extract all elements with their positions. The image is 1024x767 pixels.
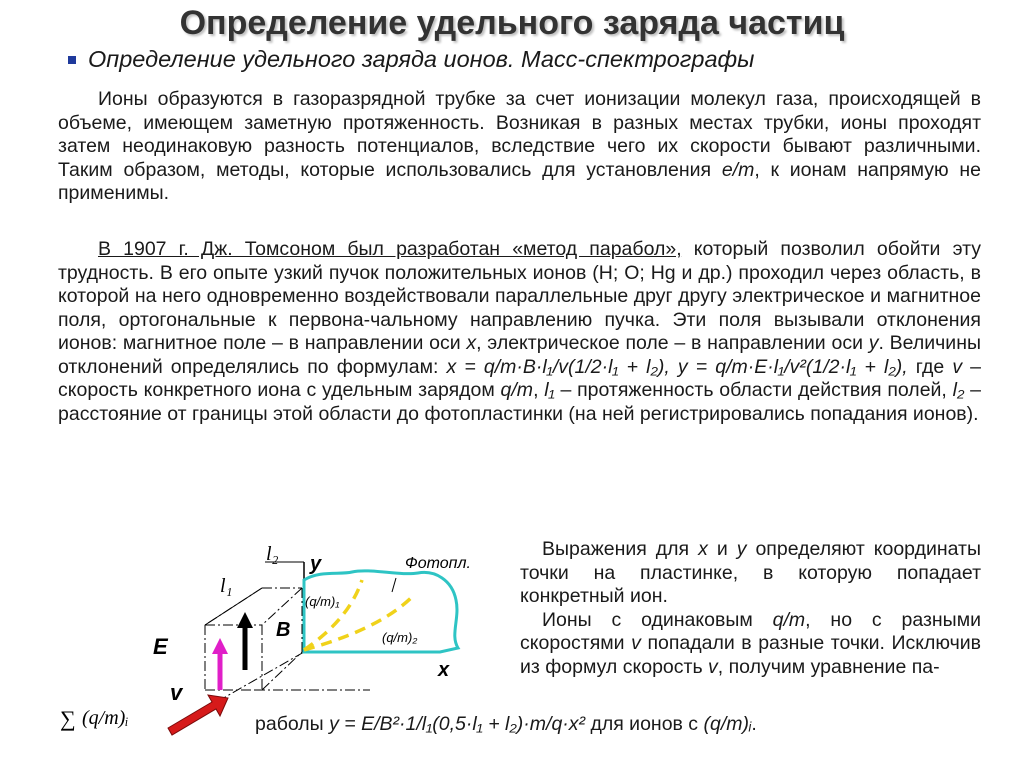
- label-x: x: [438, 659, 450, 681]
- side-paragraph-coordinates: Выражения для x и y определяют координаты точки на пластинке, в которую попадает конкретный ион.: [520, 538, 981, 607]
- photoplate-leader-line: [392, 578, 396, 592]
- label-y: y: [310, 553, 322, 575]
- formula-y: y = q/m·E·l₁/v²(1/2·l₁ + l₂),: [677, 355, 908, 378]
- l1-dimension-line: [205, 588, 262, 625]
- formula-x: x = q/m·B·l₁/v(1/2·l₁ + l₂),: [446, 355, 670, 378]
- slide-subtitle: Определение удельного заряда ионов. Масс-спектрографы: [88, 46, 755, 72]
- paragraph-parabola-method: В 1907 г. Дж. Томсоном был разработан «метод парабол», который позволил обойти эту трудность. В его опыте узкий пучок положительных ионов (Н; О; Hg и др.) проходил через область, в которой на него одновременно воздействовали параллельные друг другу электрическое и магнитное поля, ортогональные к первона-чальному направлению пучка. Эти поля вызывали отклонения ионов: магнитное поле – в направлении оси x, электрическое поле – в направлении оси y. Величины отклонений определялись по формулам: x = q/m·B·l₁/v(1/2·l₁ + l₂), y = q/m·E·l₁/v²(1/2·l₁ + l₂), где v – скорость конкретного иона с удельным зарядом q/m, l₁ – протяженность области действия полей, l₂ – расстояние от границы этой области до фотопластинки (на ней регистрировались попадания ионов).: [58, 238, 982, 425]
- thomson-parabola-diagram: [40, 540, 520, 767]
- side-paragraph-velocities: Ионы с одинаковым q/m, но с разными скоростями v попадали в разные точки. Исключив из формул скорость v, получим уравнение па-: [520, 608, 981, 678]
- label-sum-symbol: ∑: [60, 706, 76, 731]
- side-text: [520, 538, 981, 679]
- thomson-underlined: В 1907 г. Дж. Томсоном был разработан «метод парабол»,: [98, 238, 682, 260]
- label-sum-expression: (q/m)ᵢ: [82, 707, 129, 729]
- parabola-equation: = E/B²·1/l₁(0,5·l₁ + l₂)·m/q·x²: [338, 713, 586, 735]
- label-qm1: (q/m)₁: [305, 594, 340, 609]
- label-qm2: (q/m)₂: [382, 630, 418, 645]
- label-v: v: [170, 680, 183, 705]
- B-field-arrowhead: [237, 612, 253, 628]
- label-E: E: [153, 634, 168, 659]
- paragraph-ion-formation: Ионы образуются в газоразрядной трубке за счет ионизации молекул газа, происходящей в объеме, имеющем заметную протяженность. Возникая в разных местах трубки, ионы проходят затем неодинаковую разность потенциалов, вследствие чего их скорости бывают различными. Таким образом, методы, которые использовались для установления e/m, к ионам напрямую не применимы.: [58, 88, 981, 204]
- parabola-equation-line: раболы y = E/B²·1/l₁(0,5·l₁ + l₂)·m/q·x² для ионов с (q/m)ᵢ.: [255, 713, 757, 735]
- photoplate-outline: [304, 571, 458, 652]
- slide-title: Определение удельного заряда частиц: [179, 4, 845, 42]
- label-l1: l₁: [220, 575, 233, 597]
- label-B: B: [276, 619, 291, 641]
- label-l2: l₂: [266, 543, 279, 565]
- E-field-arrowhead: [212, 638, 228, 654]
- parabola-qm1: [304, 580, 362, 650]
- bullet-square-icon: [68, 56, 76, 64]
- label-photoplate: Фотопл.: [405, 555, 471, 572]
